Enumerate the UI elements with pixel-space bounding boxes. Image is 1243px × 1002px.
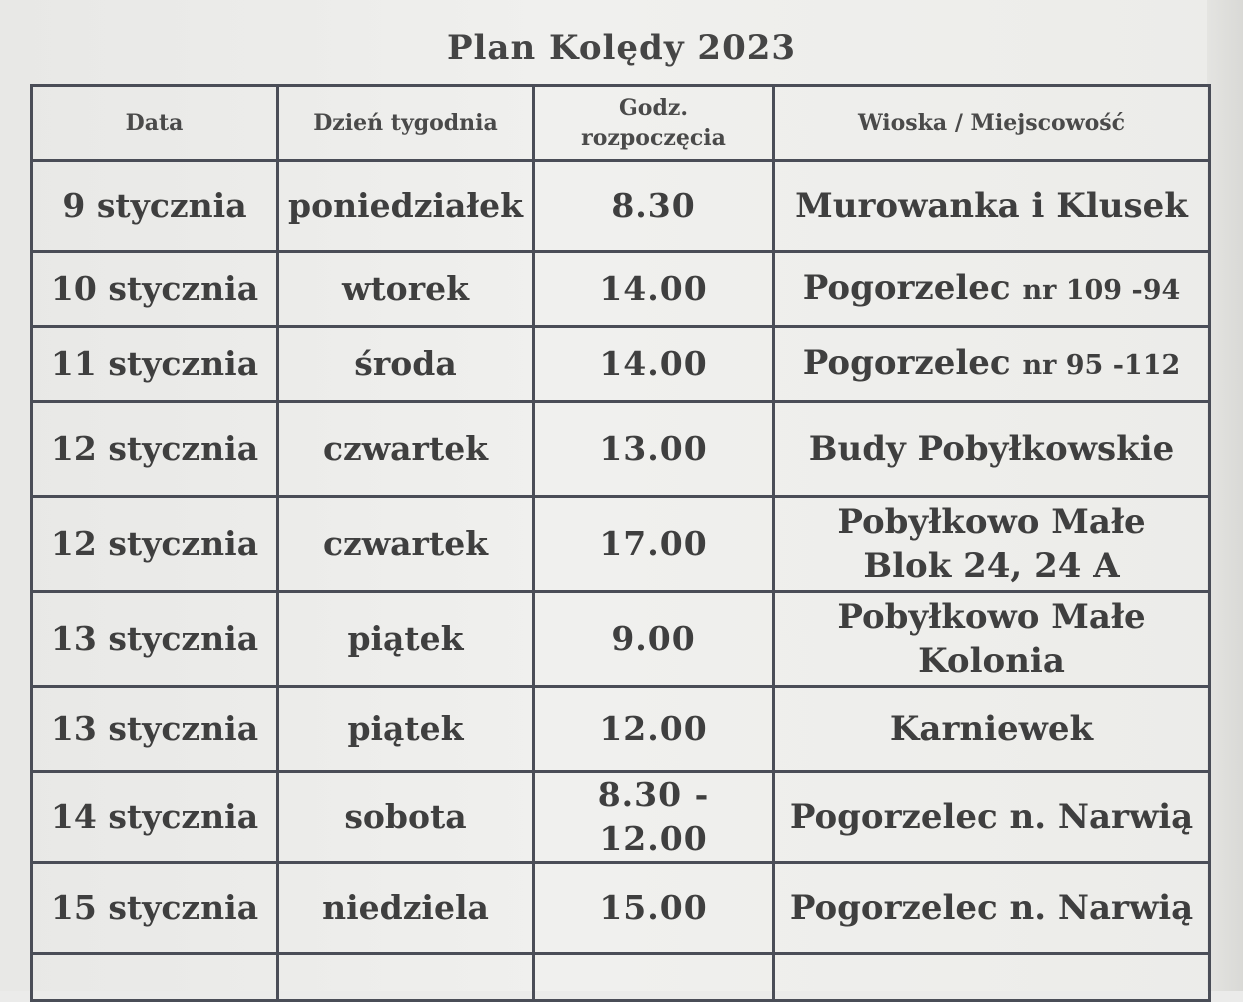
page-title: Plan Kolędy 2023	[446, 28, 797, 68]
row-time: 8.30	[534, 161, 774, 252]
header-start-line1: Godz.	[619, 95, 688, 121]
header-date: Data	[32, 86, 278, 161]
row-date: 11 stycznia	[32, 327, 278, 402]
header-start-time	[534, 86, 774, 161]
table-row	[32, 402, 1210, 497]
row-place-line1: Budy Pobyłkowskie	[808, 429, 1175, 469]
row-place	[774, 497, 1210, 592]
row-weekday: piątek	[278, 592, 534, 687]
row-time: 8.30 - 12.00	[534, 772, 774, 863]
row-date: 14 stycznia	[32, 772, 278, 863]
row-place	[774, 863, 1210, 954]
row-place-line1: Pogorzelec	[802, 267, 1011, 308]
row-weekday: piątek	[278, 687, 534, 772]
row-place-line1: Pogorzelec	[802, 342, 1011, 383]
row-place-numbers: nr 95 -112	[1022, 349, 1181, 381]
table-row	[32, 772, 1210, 863]
row-date: 15 stycznia	[32, 863, 278, 954]
row-place	[774, 687, 1210, 772]
row-place	[774, 327, 1210, 402]
header-place: Wioska / Miejscowość	[774, 86, 1210, 161]
row-place-line1: Murowanka i Klusek	[795, 186, 1188, 226]
table-row	[32, 497, 1210, 592]
row-time: 14.00	[534, 327, 774, 402]
row-place-line2: Kolonia	[918, 641, 1065, 681]
row-place-numbers: nr 109 -94	[1022, 274, 1181, 306]
row-date: 12 stycznia	[32, 402, 278, 497]
row-weekday: czwartek	[278, 497, 534, 592]
row-place-line2: Blok 24, 24 A	[863, 546, 1120, 586]
table-row	[32, 252, 1210, 327]
table-row	[32, 592, 1210, 687]
table-row-empty	[32, 954, 1210, 1001]
table-row	[32, 687, 1210, 772]
row-date: 13 stycznia	[32, 592, 278, 687]
row-place-line1: Pobyłkowo Małe	[837, 502, 1146, 542]
table-row	[32, 161, 1210, 252]
table-row	[32, 863, 1210, 954]
row-place	[774, 592, 1210, 687]
row-weekday: niedziela	[278, 863, 534, 954]
schedule-table	[30, 84, 1211, 1002]
row-weekday: wtorek	[278, 252, 534, 327]
empty-cell	[32, 954, 278, 1001]
row-time: 12.00	[534, 687, 774, 772]
row-weekday: poniedziałek	[278, 161, 534, 252]
header-start-line2: rozpoczęcia	[581, 125, 726, 151]
row-place-line1: Pogorzelec n. Narwią	[789, 888, 1194, 928]
row-date: 13 stycznia	[32, 687, 278, 772]
row-time: 15.00	[534, 863, 774, 954]
row-weekday: środa	[278, 327, 534, 402]
row-weekday: czwartek	[278, 402, 534, 497]
header-weekday: Dzień tygodnia	[278, 86, 534, 161]
row-weekday: sobota	[278, 772, 534, 863]
row-time: 9.00	[534, 592, 774, 687]
row-place-line1: Pobyłkowo Małe	[837, 597, 1146, 637]
row-time: 13.00	[534, 402, 774, 497]
row-time: 14.00	[534, 252, 774, 327]
empty-cell	[534, 954, 774, 1001]
row-place	[774, 402, 1210, 497]
page-edge	[1207, 0, 1243, 991]
empty-cell	[278, 954, 534, 1001]
row-time: 17.00	[534, 497, 774, 592]
empty-cell	[774, 954, 1210, 1001]
row-place-line1: Karniewek	[889, 709, 1094, 749]
row-date: 9 stycznia	[32, 161, 278, 252]
row-place	[774, 252, 1210, 327]
row-place	[774, 772, 1210, 863]
row-date: 12 stycznia	[32, 497, 278, 592]
row-place	[774, 161, 1210, 252]
row-place-line1: Pogorzelec n. Narwią	[789, 797, 1194, 837]
row-date: 10 stycznia	[32, 252, 278, 327]
table-row	[32, 327, 1210, 402]
table-header-row	[32, 86, 1210, 161]
